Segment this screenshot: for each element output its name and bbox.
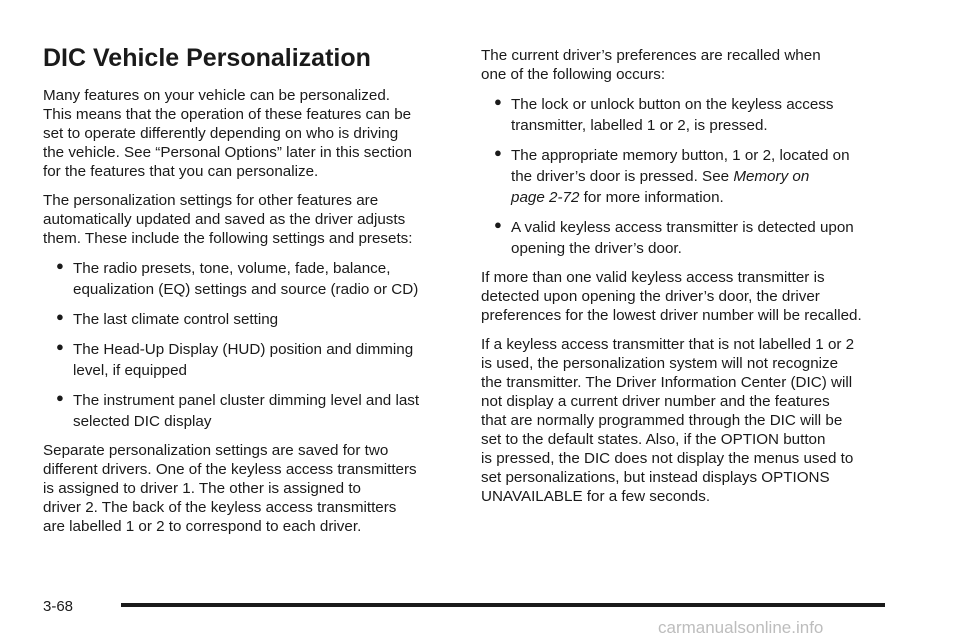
text-line: selected DIC display xyxy=(73,413,212,430)
text-line: The instrument panel cluster dimming level and last xyxy=(73,392,420,409)
text-line: set to the default states. Also, if the OPTION button xyxy=(481,431,826,448)
bullet-icon: ● xyxy=(56,258,64,273)
text-line: The last climate control setting xyxy=(73,311,279,328)
list-item xyxy=(43,390,448,432)
intro-paragraph xyxy=(43,86,448,181)
page-cross-reference-link[interactable]: page 2-72 xyxy=(511,189,580,206)
text-line: preferences for the lowest driver number will be recalled. xyxy=(481,307,862,324)
list-item xyxy=(481,94,901,136)
recall-bullet-list xyxy=(481,94,901,259)
text-line: for the features that you can personalize. xyxy=(43,163,319,180)
text-line: that are normally programmed through the DIC will be xyxy=(481,412,843,429)
right-column xyxy=(481,46,901,516)
text-line: set personalizations, but instead displays OPTIONS xyxy=(481,469,830,486)
page-footer xyxy=(43,596,888,616)
text-line: not display a current driver number and the features xyxy=(481,393,830,410)
text-line: This means that the operation of these features can be xyxy=(43,106,412,123)
text-line: UNAVAILABLE for a few seconds. xyxy=(481,488,711,505)
text-line: level, if equipped xyxy=(73,362,187,379)
text-line: transmitter, labelled 1 or 2, is pressed. xyxy=(511,117,768,134)
bullet-icon: ● xyxy=(494,217,502,232)
text-line: The personalization settings for other features are xyxy=(43,192,379,209)
list-item xyxy=(43,258,448,300)
bullet-icon: ● xyxy=(56,309,64,324)
text-line: is used, the personalization system will not recognize xyxy=(481,355,839,372)
footer-rule xyxy=(121,603,885,607)
text-line: The appropriate memory button, 1 or 2, located on xyxy=(511,147,850,164)
bullet-icon: ● xyxy=(494,94,502,109)
section-heading: DIC Vehicle Personalization xyxy=(43,44,371,72)
bullet-icon: ● xyxy=(494,145,502,160)
text-line: automatically updated and saved as the driver adjusts xyxy=(43,211,406,228)
list-item xyxy=(481,145,901,208)
text-line: different drivers. One of the keyless access transmitters xyxy=(43,461,417,478)
text-line: If more than one valid keyless access transmitter is xyxy=(481,269,825,286)
text-line xyxy=(511,187,901,208)
settings-paragraph xyxy=(43,191,448,248)
text-line: opening the driver’s door. xyxy=(511,240,682,257)
text-line xyxy=(511,166,901,187)
multiple-transmitters-paragraph xyxy=(481,268,901,325)
text-line: The Head-Up Display (HUD) position and dimming xyxy=(73,341,414,358)
list-item xyxy=(43,309,448,330)
text-fragment: the driver’s door is pressed. See xyxy=(511,168,734,185)
settings-bullet-list xyxy=(43,258,448,432)
list-item xyxy=(43,339,448,381)
text-line: The lock or unlock button on the keyless access xyxy=(511,96,834,113)
text-line: the vehicle. See “Personal Options” later in this section xyxy=(43,144,412,161)
text-fragment: for more information. xyxy=(579,189,724,206)
text-line: equalization (EQ) settings and source (radio or CD) xyxy=(73,281,419,298)
recall-paragraph xyxy=(481,46,901,84)
text-line: detected upon opening the driver’s door, the driver xyxy=(481,288,820,305)
watermark: carmanualsonline.info xyxy=(658,618,824,637)
text-line: are labelled 1 or 2 to correspond to each driver. xyxy=(43,518,362,535)
text-line: driver 2. The back of the keyless access transmitters xyxy=(43,499,397,516)
text-line: is assigned to driver 1. The other is assigned to xyxy=(43,480,361,497)
text-line: A valid keyless access transmitter is detected upon xyxy=(511,219,854,236)
separate-settings-paragraph xyxy=(43,441,448,536)
bullet-icon: ● xyxy=(56,339,64,354)
text-line: is pressed, the DIC does not display the menus used to xyxy=(481,450,854,467)
text-line: The current driver’s preferences are recalled when xyxy=(481,47,821,64)
bullet-icon: ● xyxy=(56,390,64,405)
text-line: The radio presets, tone, volume, fade, balance, xyxy=(73,260,391,277)
text-line: If a keyless access transmitter that is not labelled 1 or 2 xyxy=(481,336,855,353)
page-number: 3-68 xyxy=(43,598,74,615)
unlabelled-transmitter-paragraph xyxy=(481,335,901,506)
text-line: Separate personalization settings are saved for two xyxy=(43,442,389,459)
text-line: the transmitter. The Driver Information Center (DIC) will xyxy=(481,374,853,391)
list-item xyxy=(481,217,901,259)
left-column xyxy=(43,42,448,546)
text-line: one of the following occurs: xyxy=(481,66,666,83)
memory-cross-reference-link[interactable]: Memory on xyxy=(733,168,810,185)
text-line: set to operate differently depending on who is driving xyxy=(43,125,399,142)
text-line: them. These include the following settings and presets: xyxy=(43,230,413,247)
text-line: Many features on your vehicle can be personalized. xyxy=(43,87,390,104)
